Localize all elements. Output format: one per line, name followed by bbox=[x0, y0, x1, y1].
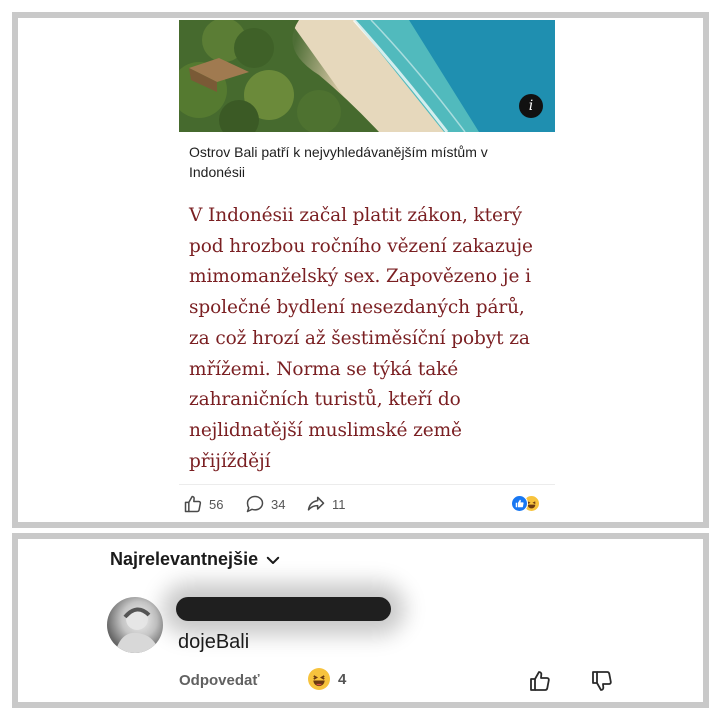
article-card bbox=[173, 18, 555, 522]
post-screenshot-panel bbox=[12, 12, 709, 528]
haha-reaction-icon bbox=[308, 668, 330, 690]
comment-dislike-button[interactable] bbox=[590, 669, 614, 698]
comment-reaction-count: 4 bbox=[338, 670, 347, 688]
share-button[interactable] bbox=[306, 485, 346, 522]
redacted-commenter-name bbox=[176, 597, 391, 621]
thumbs-down-icon bbox=[590, 669, 614, 693]
comment-text: dojeBali bbox=[178, 631, 250, 653]
share-arrow-icon bbox=[306, 494, 326, 514]
like-count: 56 bbox=[209, 496, 224, 512]
sort-label: Najrelevantnejšie bbox=[110, 549, 259, 569]
avatar[interactable] bbox=[107, 597, 163, 653]
article-body-text: V Indonésii začal platit zákon, který pod hrozbou ročního vězení zakazuje mimomanželský sex. Zapovězeno je i společné bydlení nesezdaných párů, za což hrozí až šestiměsíční pobyt za mřížemi. Norma se týká také zahraničních turistů, kteří do nejlidnatější muslimské země přijíždějí bbox=[189, 205, 533, 472]
article-hero-image bbox=[179, 20, 555, 132]
share-count: 11 bbox=[332, 496, 346, 512]
thumbs-up-icon bbox=[183, 494, 203, 514]
info-icon[interactable]: i bbox=[519, 94, 543, 118]
image-caption: Ostrov Bali patří k nejvyhledávanějším místům v Indonésii bbox=[189, 144, 488, 180]
comments-screenshot-panel bbox=[12, 533, 709, 708]
like-button[interactable] bbox=[183, 485, 223, 522]
comment-sort-dropdown[interactable] bbox=[110, 549, 282, 570]
thumbs-up-icon bbox=[528, 669, 552, 693]
comment-reaction-summary[interactable] bbox=[308, 668, 346, 690]
comment-bubble-icon bbox=[245, 494, 265, 514]
like-reaction-icon bbox=[511, 495, 528, 512]
post-action-bar bbox=[179, 484, 555, 522]
reply-button[interactable]: Odpovedať bbox=[179, 672, 260, 689]
comment-like-button[interactable] bbox=[528, 669, 552, 698]
chevron-down-icon bbox=[264, 551, 282, 569]
reaction-summary[interactable] bbox=[511, 495, 545, 513]
comment-count: 34 bbox=[271, 496, 286, 512]
comment-button[interactable] bbox=[245, 485, 285, 522]
